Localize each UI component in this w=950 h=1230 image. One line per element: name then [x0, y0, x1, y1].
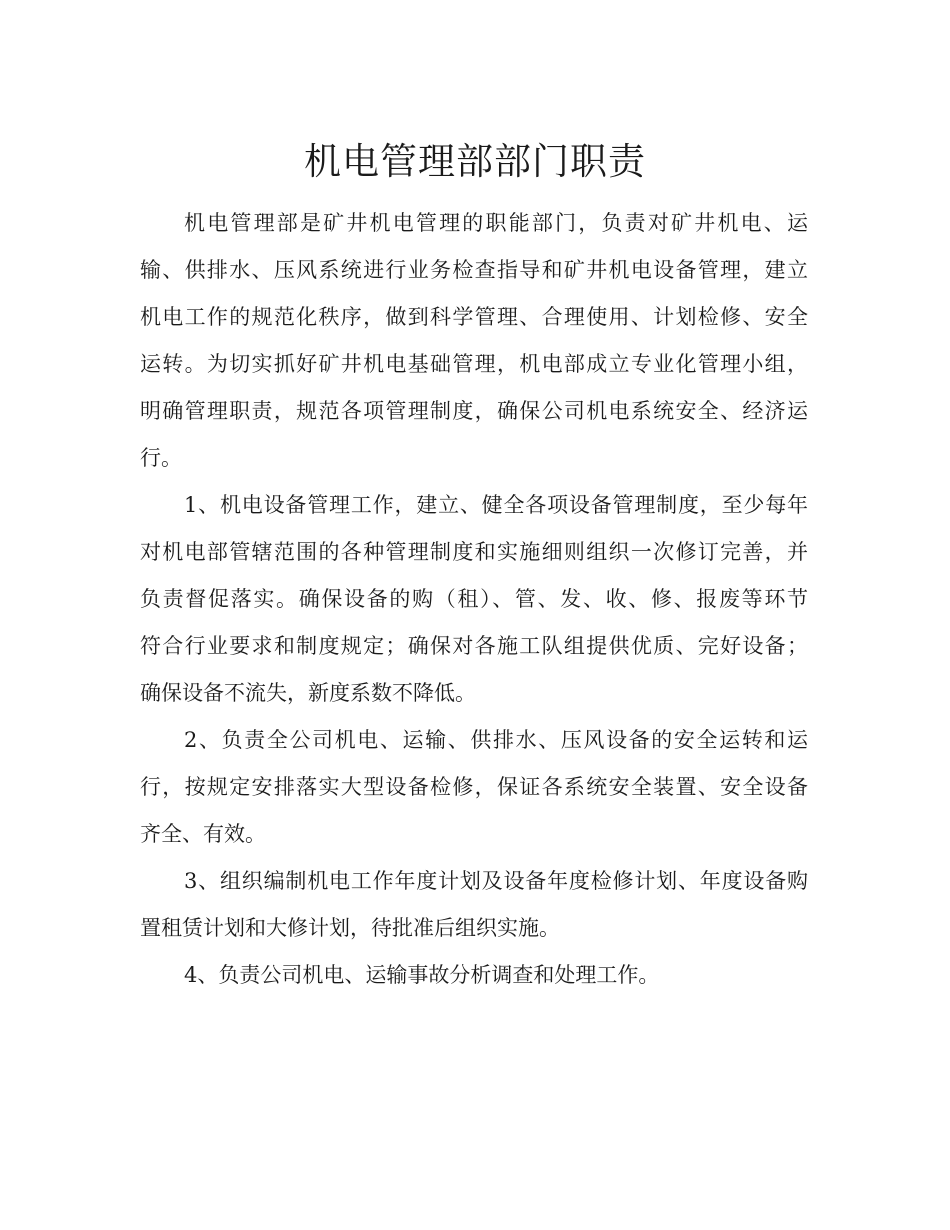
paragraph-item-4: [140, 952, 808, 999]
paragraph-line: 行，按规定安排落实大型设备检修，保证各系统安全装置、安全设备: [140, 775, 808, 799]
paragraph-line: 负责督促落实。确保设备的购（租）、管、发、收、修、报废等环节: [140, 587, 808, 611]
document-title: 机电管理部部门职责: [304, 140, 646, 183]
paragraph-line: 行。: [140, 446, 182, 470]
paragraph-item-1: [140, 482, 808, 717]
paragraph-item-3: [140, 858, 808, 952]
document-body: [140, 200, 808, 999]
paragraph-line: 2、负责全公司机电、运输、供排水、压风设备的安全运转和运: [184, 728, 808, 752]
paragraph-line: 对机电部管辖范围的各种管理制度和实施细则组织一次修订完善，并: [140, 540, 808, 564]
paragraph-intro: [140, 200, 808, 482]
paragraph-line: 机电工作的规范化秩序，做到科学管理、合理使用、计划检修、安全: [140, 305, 808, 329]
paragraph-line: 齐全、有效。: [140, 822, 266, 846]
paragraph-line: 3、组织编制机电工作年度计划及设备年度检修计划、年度设备购: [184, 869, 808, 893]
paragraph-line: 机电管理部是矿井机电管理的职能部门，负责对矿井机电、运: [184, 211, 808, 235]
paragraph-item-2: [140, 717, 808, 858]
paragraph-line: 确保设备不流失，新度系数不降低。: [140, 681, 476, 705]
paragraph-line: 1、机电设备管理工作，建立、健全各项设备管理制度，至少每年: [184, 493, 808, 517]
paragraph-line: 输、供排水、压风系统进行业务检查指导和矿井机电设备管理，建立: [140, 258, 808, 282]
paragraph-line: 置租赁计划和大修计划，待批准后组织实施。: [140, 916, 560, 940]
paragraph-line: 符合行业要求和制度规定；确保对各施工队组提供优质、完好设备；: [140, 634, 808, 658]
paragraph-line: 明确管理职责，规范各项管理制度，确保公司机电系统安全、经济运: [140, 399, 808, 423]
paragraph-line: 4、负责公司机电、运输事故分析调查和处理工作。: [184, 963, 660, 987]
paragraph-line: 运转。为切实抓好矿井机电基础管理，机电部成立专业化管理小组，: [140, 352, 808, 376]
